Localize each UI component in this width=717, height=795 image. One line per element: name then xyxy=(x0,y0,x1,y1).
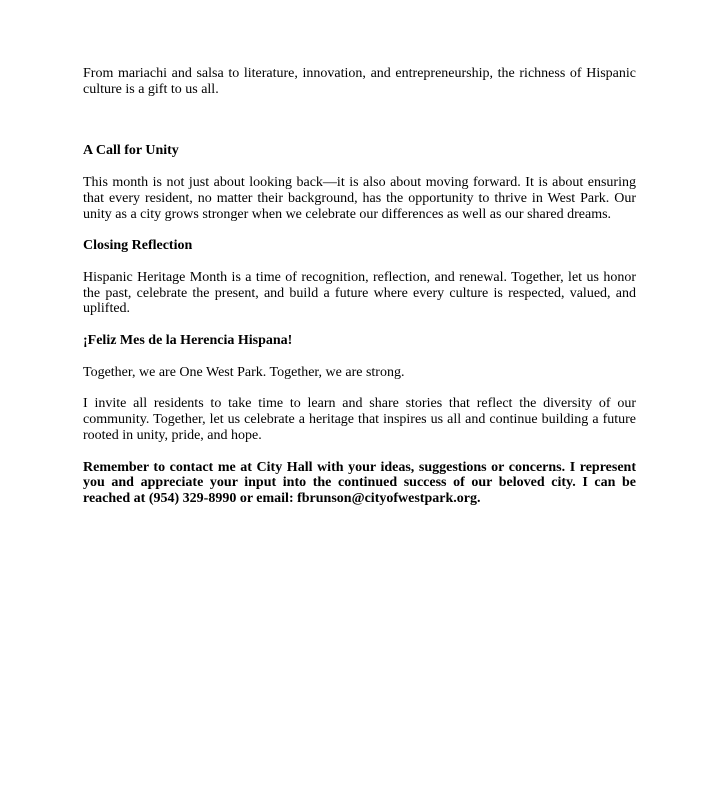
paragraph-hispanic-culture: From mariachi and salsa to literature, innovation, and entrepreneurship, the richness of Hispanic culture is a gift to us all. xyxy=(83,66,636,97)
heading-a-call-for-unity: A Call for Unity xyxy=(83,143,179,159)
paragraph-contact-city-hall: Remember to contact me at City Hall with your ideas, suggestions or concerns. I represent you and appreciate your input into the continued success of our beloved city. I can be reached at (954) 329-8990 or email: fbrunson@cityofwestpark.org. xyxy=(83,459,636,506)
blank-line xyxy=(83,113,636,143)
heading-feliz-mes: ¡Feliz Mes de la Herencia Hispana! xyxy=(83,333,293,349)
paragraph-moving-forward: This month is not just about looking back—it is also about moving forward. It is about ensuring that every resident, no matter their background, has the opportunity to thrive in West Park. Our unity as a city grows stronger when we celebrate our differences as well as our shared dreams. xyxy=(83,175,636,222)
paragraph-invite-residents: I invite all residents to take time to learn and share stories that reflect the diversity of our community. Together, let us celebrate a heritage that inspires us all and continue building a future rooted in unity, pride, and hope. xyxy=(83,396,636,443)
paragraph-recognition-reflection-renewal: Hispanic Heritage Month is a time of recognition, reflection, and renewal. Together, let us honor the past, celebrate the present, and build a future where every culture is respected, valued, and uplifted. xyxy=(83,269,636,317)
heading-closing-reflection: Closing Reflection xyxy=(83,238,193,254)
paragraph-one-west-park: Together, we are One West Park. Together, we are strong. xyxy=(83,364,405,380)
